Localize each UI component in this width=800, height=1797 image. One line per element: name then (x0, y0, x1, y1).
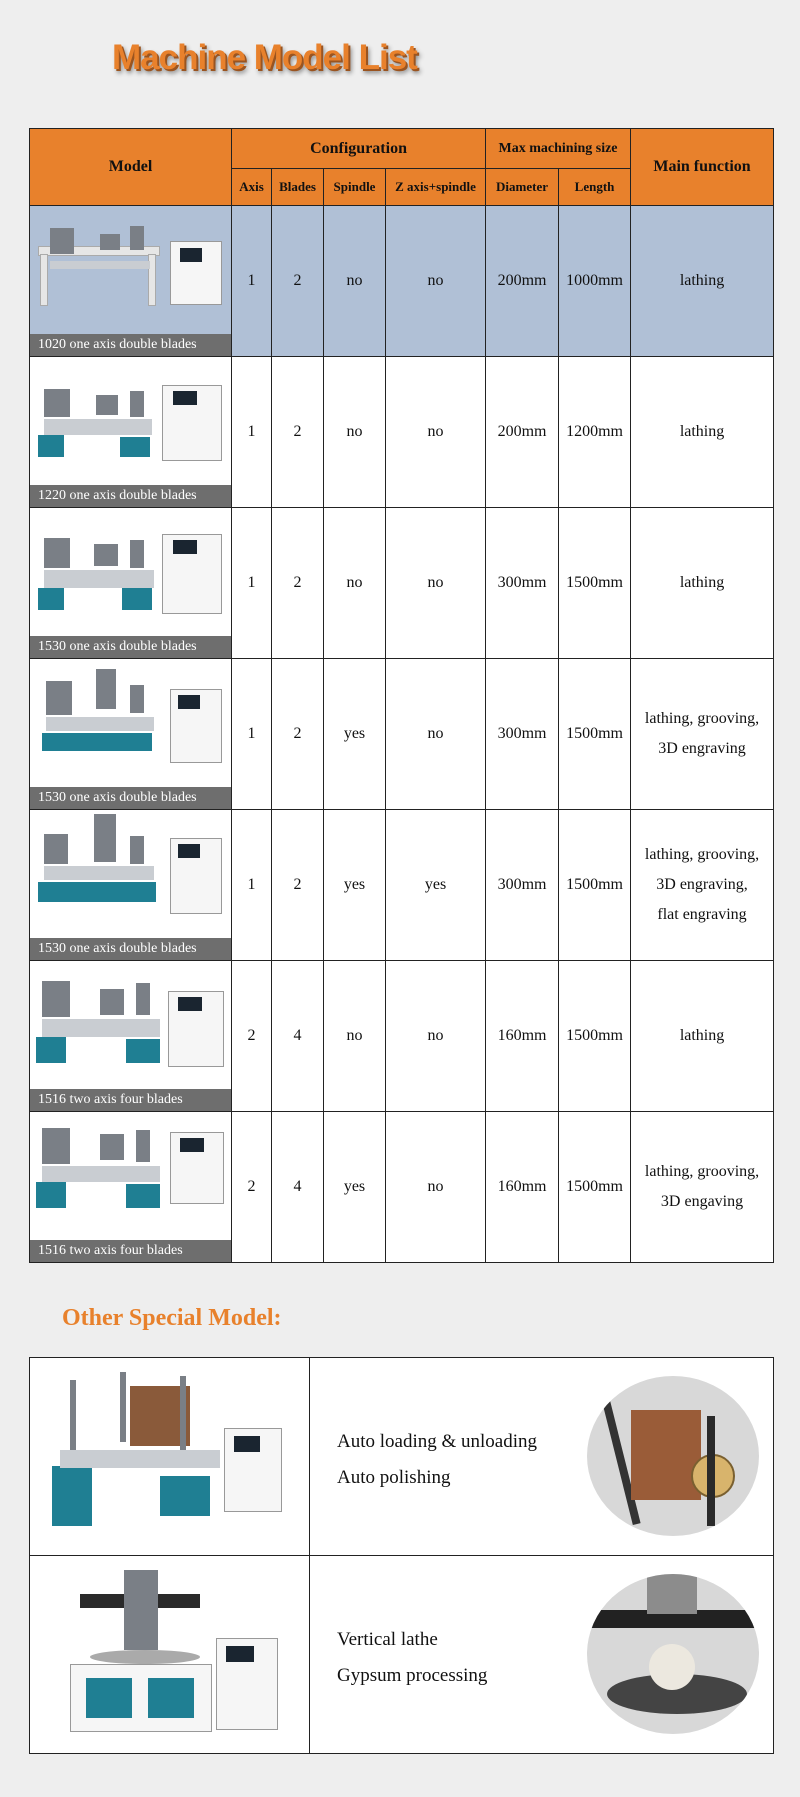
cell-axis: 1 (232, 357, 272, 508)
cell-length: 1200mm (559, 357, 631, 508)
machine-photo (30, 206, 231, 334)
special-row (30, 1556, 774, 1754)
table-row (30, 508, 774, 659)
cell-spindle: no (324, 508, 386, 659)
detail-photo (587, 1376, 759, 1536)
header-axis: Axis (232, 169, 272, 206)
cell-axis: 2 (232, 961, 272, 1112)
cell-length: 1500mm (559, 961, 631, 1112)
cell-blades: 4 (272, 1112, 324, 1263)
cell-blades: 2 (272, 659, 324, 810)
table-row (30, 1112, 774, 1263)
special-desc-cell (310, 1358, 774, 1556)
cell-z-axis-spindle: no (386, 357, 486, 508)
model-caption: 1530 one axis double blades (30, 938, 231, 960)
cell-diameter: 300mm (486, 810, 559, 961)
model-cell (30, 1112, 232, 1263)
cell-length: 1000mm (559, 206, 631, 357)
special-desc: Vertical lathe Gypsum processing (337, 1629, 488, 1686)
model-caption: 1530 one axis double blades (30, 787, 231, 809)
model-cell (30, 659, 232, 810)
header-main-function: Main function (631, 129, 774, 206)
model-cell (30, 961, 232, 1112)
machine-photo (30, 1556, 309, 1753)
page-title: Machine Model List (112, 38, 417, 77)
cell-blades: 2 (272, 508, 324, 659)
cell-axis: 1 (232, 659, 272, 810)
cell-main-function: lathing (631, 357, 774, 508)
cell-axis: 1 (232, 810, 272, 961)
model-cell (30, 810, 232, 961)
cell-spindle: yes (324, 1112, 386, 1263)
cell-diameter: 160mm (486, 1112, 559, 1263)
header-length: Length (559, 169, 631, 206)
cell-diameter: 200mm (486, 206, 559, 357)
cell-z-axis-spindle: yes (386, 810, 486, 961)
cell-diameter: 300mm (486, 659, 559, 810)
cell-length: 1500mm (559, 659, 631, 810)
header-diameter: Diameter (486, 169, 559, 206)
model-caption: 1020 one axis double blades (30, 334, 231, 356)
machine-photo (30, 659, 231, 787)
special-desc: Auto loading & unloading Auto polishing (337, 1431, 538, 1488)
machine-photo (30, 1358, 309, 1555)
cell-main-function: lathing, grooving, 3D engaving (631, 1112, 774, 1263)
cell-main-function: lathing, grooving, 3D engraving (631, 659, 774, 810)
model-caption: 1516 two axis four blades (30, 1240, 231, 1262)
cell-z-axis-spindle: no (386, 1112, 486, 1263)
cell-main-function: lathing (631, 508, 774, 659)
header-configuration: Configuration (232, 129, 486, 169)
special-model-table (29, 1357, 774, 1754)
cell-main-function: lathing (631, 206, 774, 357)
special-desc-cell (310, 1556, 774, 1754)
cell-length: 1500mm (559, 810, 631, 961)
detail-photo (587, 1574, 759, 1734)
cell-spindle: yes (324, 659, 386, 810)
cell-z-axis-spindle: no (386, 508, 486, 659)
special-row (30, 1358, 774, 1556)
header-blades: Blades (272, 169, 324, 206)
cell-spindle: no (324, 357, 386, 508)
header-z-axis-spindle: Z axis+spindle (386, 169, 486, 206)
machine-photo (30, 508, 231, 636)
cell-spindle: no (324, 206, 386, 357)
cell-diameter: 160mm (486, 961, 559, 1112)
header-spindle: Spindle (324, 169, 386, 206)
model-cell (30, 508, 232, 659)
machine-photo (30, 810, 231, 938)
model-caption: 1516 two axis four blades (30, 1089, 231, 1111)
header-max-size: Max machining size (486, 129, 631, 169)
cell-length: 1500mm (559, 1112, 631, 1263)
cell-main-function: lathing, grooving, 3D engraving, flat engraving (631, 810, 774, 961)
special-model-heading: Other Special Model: (62, 1305, 282, 1331)
model-cell (30, 206, 232, 357)
cell-spindle: no (324, 961, 386, 1112)
table-row (30, 206, 774, 357)
cell-blades: 2 (272, 206, 324, 357)
cell-blades: 2 (272, 357, 324, 508)
header-model: Model (30, 129, 232, 206)
cell-diameter: 300mm (486, 508, 559, 659)
cell-blades: 2 (272, 810, 324, 961)
table-row (30, 357, 774, 508)
machine-photo (30, 961, 231, 1089)
special-photo-cell (30, 1556, 310, 1754)
cell-axis: 2 (232, 1112, 272, 1263)
cell-axis: 1 (232, 206, 272, 357)
cell-blades: 4 (272, 961, 324, 1112)
table-row (30, 659, 774, 810)
cell-main-function: lathing (631, 961, 774, 1112)
model-caption: 1220 one axis double blades (30, 485, 231, 507)
machine-model-table (29, 128, 774, 1263)
cell-length: 1500mm (559, 508, 631, 659)
model-cell (30, 357, 232, 508)
cell-axis: 1 (232, 508, 272, 659)
cell-z-axis-spindle: no (386, 659, 486, 810)
cell-z-axis-spindle: no (386, 961, 486, 1112)
cell-z-axis-spindle: no (386, 206, 486, 357)
table-row (30, 961, 774, 1112)
model-caption: 1530 one axis double blades (30, 636, 231, 658)
cell-spindle: yes (324, 810, 386, 961)
cell-diameter: 200mm (486, 357, 559, 508)
special-photo-cell (30, 1358, 310, 1556)
table-row (30, 810, 774, 961)
machine-photo (30, 357, 231, 485)
machine-photo (30, 1112, 231, 1240)
